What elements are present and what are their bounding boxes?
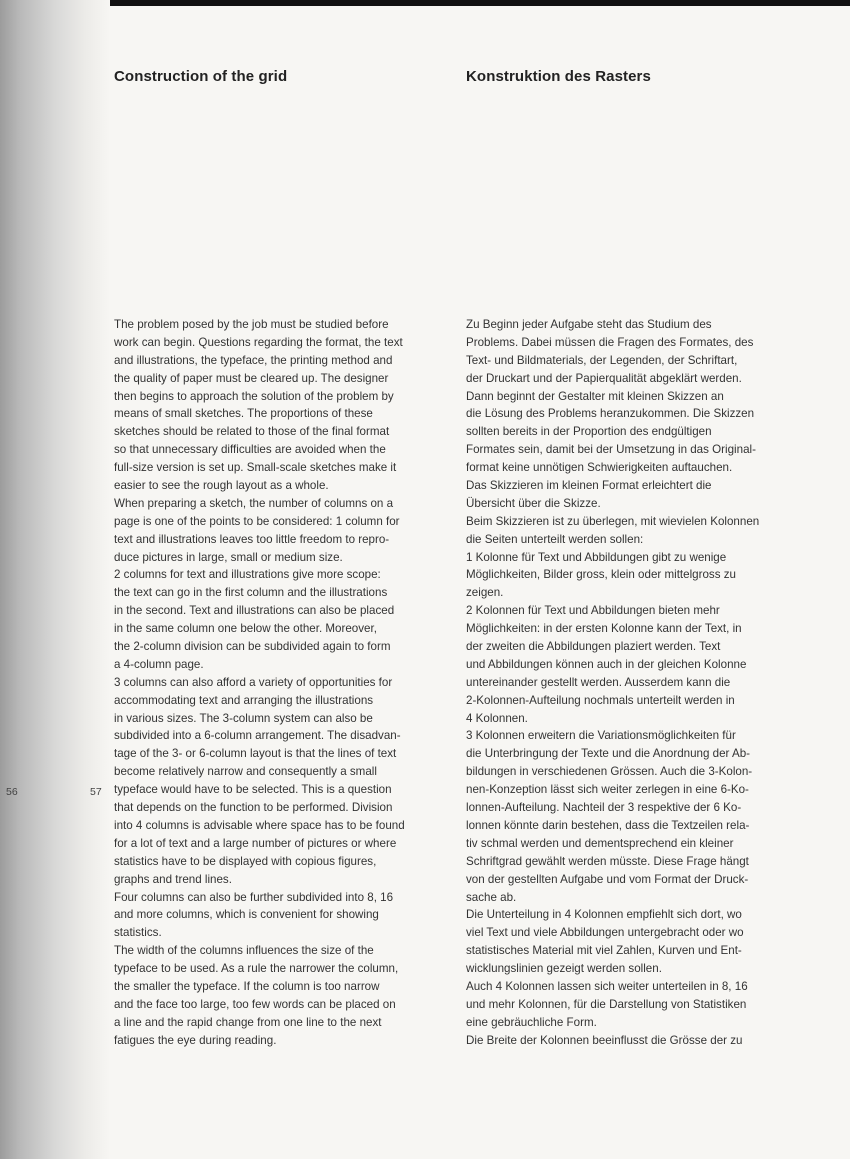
german-text-line: Problems. Dabei müssen die Fragen des Formates, des — [466, 335, 754, 349]
english-text-line: work can begin. Questions regarding the format, the text — [114, 335, 403, 349]
english-text-line: and the face too large, too few words can be placed on — [114, 997, 396, 1011]
german-text-line: untereinander gestellt werden. Ausserdem kann die — [466, 675, 731, 689]
english-text-line: The width of the columns influences the size of the — [114, 944, 374, 958]
english-text-line: easier to see the rough layout as a whole. — [114, 479, 329, 493]
english-text-line: page is one of the points to be considered: 1 column for — [114, 514, 400, 528]
english-text-line: subdivided into a 6-column arrangement. The disadvan- — [114, 729, 401, 743]
german-text-line: und Abbildungen können auch in der gleichen Kolonne — [466, 657, 747, 671]
english-text-line: in the same column one below the other. Moreover, — [114, 622, 377, 636]
english-text-line: 2 columns for text and illustrations give more scope: — [114, 568, 381, 582]
german-text-line: der zweiten die Abbildungen plaziert werden. Text — [466, 640, 721, 654]
english-text-line: a 4-column page. — [114, 657, 204, 671]
english-text-line: and more columns, which is convenient for showing — [114, 908, 379, 922]
german-text-column — [466, 316, 811, 1050]
english-text-line: means of small sketches. The proportions of these — [114, 407, 373, 421]
german-text-line: Das Skizzieren im kleinen Format erleichtert die — [466, 479, 712, 493]
english-text-line: graphs and trend lines. — [114, 872, 232, 886]
german-text-line: zeigen. — [466, 586, 504, 600]
english-text-line: in the second. Text and illustrations can also be placed — [114, 604, 395, 618]
english-text-line: then begins to approach the solution of the problem by — [114, 389, 394, 403]
page-number-left: 56 — [6, 786, 18, 798]
german-text-line: statistisches Material mit viel Zahlen, Kurven und Ent- — [466, 944, 742, 958]
german-text-line: die Seiten unterteilt werden sollen: — [466, 532, 644, 546]
english-text-line: 3 columns can also afford a variety of opportunities for — [114, 675, 393, 689]
english-text-line: become relatively narrow and consequently a small — [114, 765, 377, 779]
english-text-line: typeface to be used. As a rule the narrower the column, — [114, 962, 399, 976]
english-text-line: the text can go in the first column and the illustrations — [114, 586, 388, 600]
english-text-line: The problem posed by the job must be studied before — [114, 318, 389, 331]
german-text-line: sache ab. — [466, 890, 517, 904]
english-text-line: Four columns can also be further subdivided into 8, 16 — [114, 890, 394, 904]
english-text-line: the smaller the typeface. If the column is too narrow — [114, 979, 380, 993]
english-text-line: tage of the 3- or 6-column layout is that the lines of text — [114, 747, 397, 761]
german-text-line: von der gestellten Aufgabe und vom Format der Druck- — [466, 872, 749, 886]
english-text-line: sketches should be related to those of the final format — [114, 425, 390, 439]
german-text-line: Übersicht über die Skizze. — [466, 496, 601, 510]
english-text-line: duce pictures in large, small or medium size. — [114, 550, 343, 564]
english-text-line: text and illustrations leaves too little freedom to repro- — [114, 532, 390, 546]
page-number-right: 57 — [90, 786, 102, 798]
german-text-line: nen-Konzeption lässt sich weiter zerlegen in eine 6-Ko- — [466, 783, 749, 797]
english-text-line: the quality of paper must be cleared up. The designer — [114, 371, 389, 385]
german-text-line: Die Unterteilung in 4 Kolonnen empfiehlt sich dort, wo — [466, 908, 742, 922]
german-text-line: lonnen-Aufteilung. Nachteil der 3 respektive der 6 Ko- — [466, 801, 742, 815]
german-text-line: Beim Skizzieren ist zu überlegen, mit wievielen Kolonnen — [466, 514, 760, 528]
german-text-line: 2-Kolonnen-Aufteilung nochmals unterteilt werden in — [466, 693, 735, 707]
book-gutter-shadow — [0, 0, 110, 1159]
english-text-line: fatigues the eye during reading. — [114, 1033, 277, 1047]
german-text-line: Formates sein, damit bei der Umsetzung in das Original- — [466, 443, 756, 457]
english-text-line: accommodating text and arranging the illustrations — [114, 693, 374, 707]
english-text-column — [114, 316, 449, 1050]
english-text-line: typeface would have to be selected. This is a question — [114, 783, 392, 797]
german-text-line: 4 Kolonnen. — [466, 711, 528, 725]
english-text-line: in various sizes. The 3-column system can also be — [114, 711, 373, 725]
german-text-line: Text- und Bildmaterials, der Legenden, der Schriftart, — [466, 353, 738, 367]
english-text-line: full-size version is set up. Small-scale sketches make it — [114, 461, 397, 475]
english-text-line: into 4 columns is advisable where space has to be found — [114, 818, 405, 832]
german-text-line: bildungen in verschiedenen Grössen. Auch die 3-Kolon- — [466, 765, 753, 779]
german-text-line: format keine unnötigen Schwierigkeiten auftauchen. — [466, 461, 733, 475]
german-text-line: die Unterbringung der Texte und die Anordnung der Ab- — [466, 747, 751, 761]
german-text-line: wicklungslinien gezeigt werden sollen. — [466, 962, 662, 976]
german-text-line: 3 Kolonnen erweitern die Variationsmöglichkeiten für — [466, 729, 736, 743]
german-text-line: Die Breite der Kolonnen beeinflusst die Grösse der zu — [466, 1033, 743, 1047]
english-text-line: When preparing a sketch, the number of columns on a — [114, 496, 394, 510]
english-text-line: that depends on the function to be performed. Division — [114, 801, 393, 815]
german-text-line: und mehr Kolonnen, für die Darstellung von Statistiken — [466, 997, 747, 1011]
heading-english: Construction of the grid — [114, 68, 288, 85]
german-text-line: Dann beginnt der Gestalter mit kleinen Skizzen an — [466, 389, 724, 403]
german-text-line: 2 Kolonnen für Text und Abbildungen bieten mehr — [466, 604, 720, 618]
heading-german: Konstruktion des Rasters — [466, 68, 651, 85]
german-text-line: tiv schmal werden und dementsprechend ein kleiner — [466, 836, 734, 850]
german-text-line: Möglichkeiten: in der ersten Kolonne kann der Text, in — [466, 622, 742, 636]
german-text-line: Schriftgrad gewählt werden müsste. Diese Frage hängt — [466, 854, 749, 868]
english-text-line: the 2-column division can be subdivided again to form — [114, 640, 391, 654]
english-text-line: so that unnecessary difficulties are avoided when the — [114, 443, 386, 457]
german-text-line: der Druckart und der Papierqualität abgeklärt werden. — [466, 371, 742, 385]
english-text-line: and illustrations, the typeface, the printing method and — [114, 353, 393, 367]
german-text-line: Zu Beginn jeder Aufgabe steht das Studium des — [466, 318, 712, 331]
english-text-line: a line and the rapid change from one line to the next — [114, 1015, 382, 1029]
scan-top-edge — [0, 0, 850, 6]
english-text-line: statistics. — [114, 926, 162, 940]
english-text-line: for a lot of text and a large number of pictures or where — [114, 836, 397, 850]
german-text-line: die Lösung des Problems heranzukommen. Die Skizzen — [466, 407, 755, 421]
german-text-line: Auch 4 Kolonnen lassen sich weiter unterteilen in 8, 16 — [466, 979, 748, 993]
german-text-line: 1 Kolonne für Text und Abbildungen gibt zu wenige — [466, 550, 727, 564]
german-text-line: viel Text und viele Abbildungen untergebracht oder wo — [466, 926, 744, 940]
german-text-line: eine gebräuchliche Form. — [466, 1015, 597, 1029]
german-text-line: sollten bereits in der Proportion des endgültigen — [466, 425, 712, 439]
english-text-line: statistics have to be displayed with copious figures, — [114, 854, 377, 868]
german-text-line: lonnen könnte darin bestehen, dass die Textzeilen rela- — [466, 818, 750, 832]
german-text-line: Möglichkeiten, Bilder gross, klein oder mittelgross zu — [466, 568, 736, 582]
